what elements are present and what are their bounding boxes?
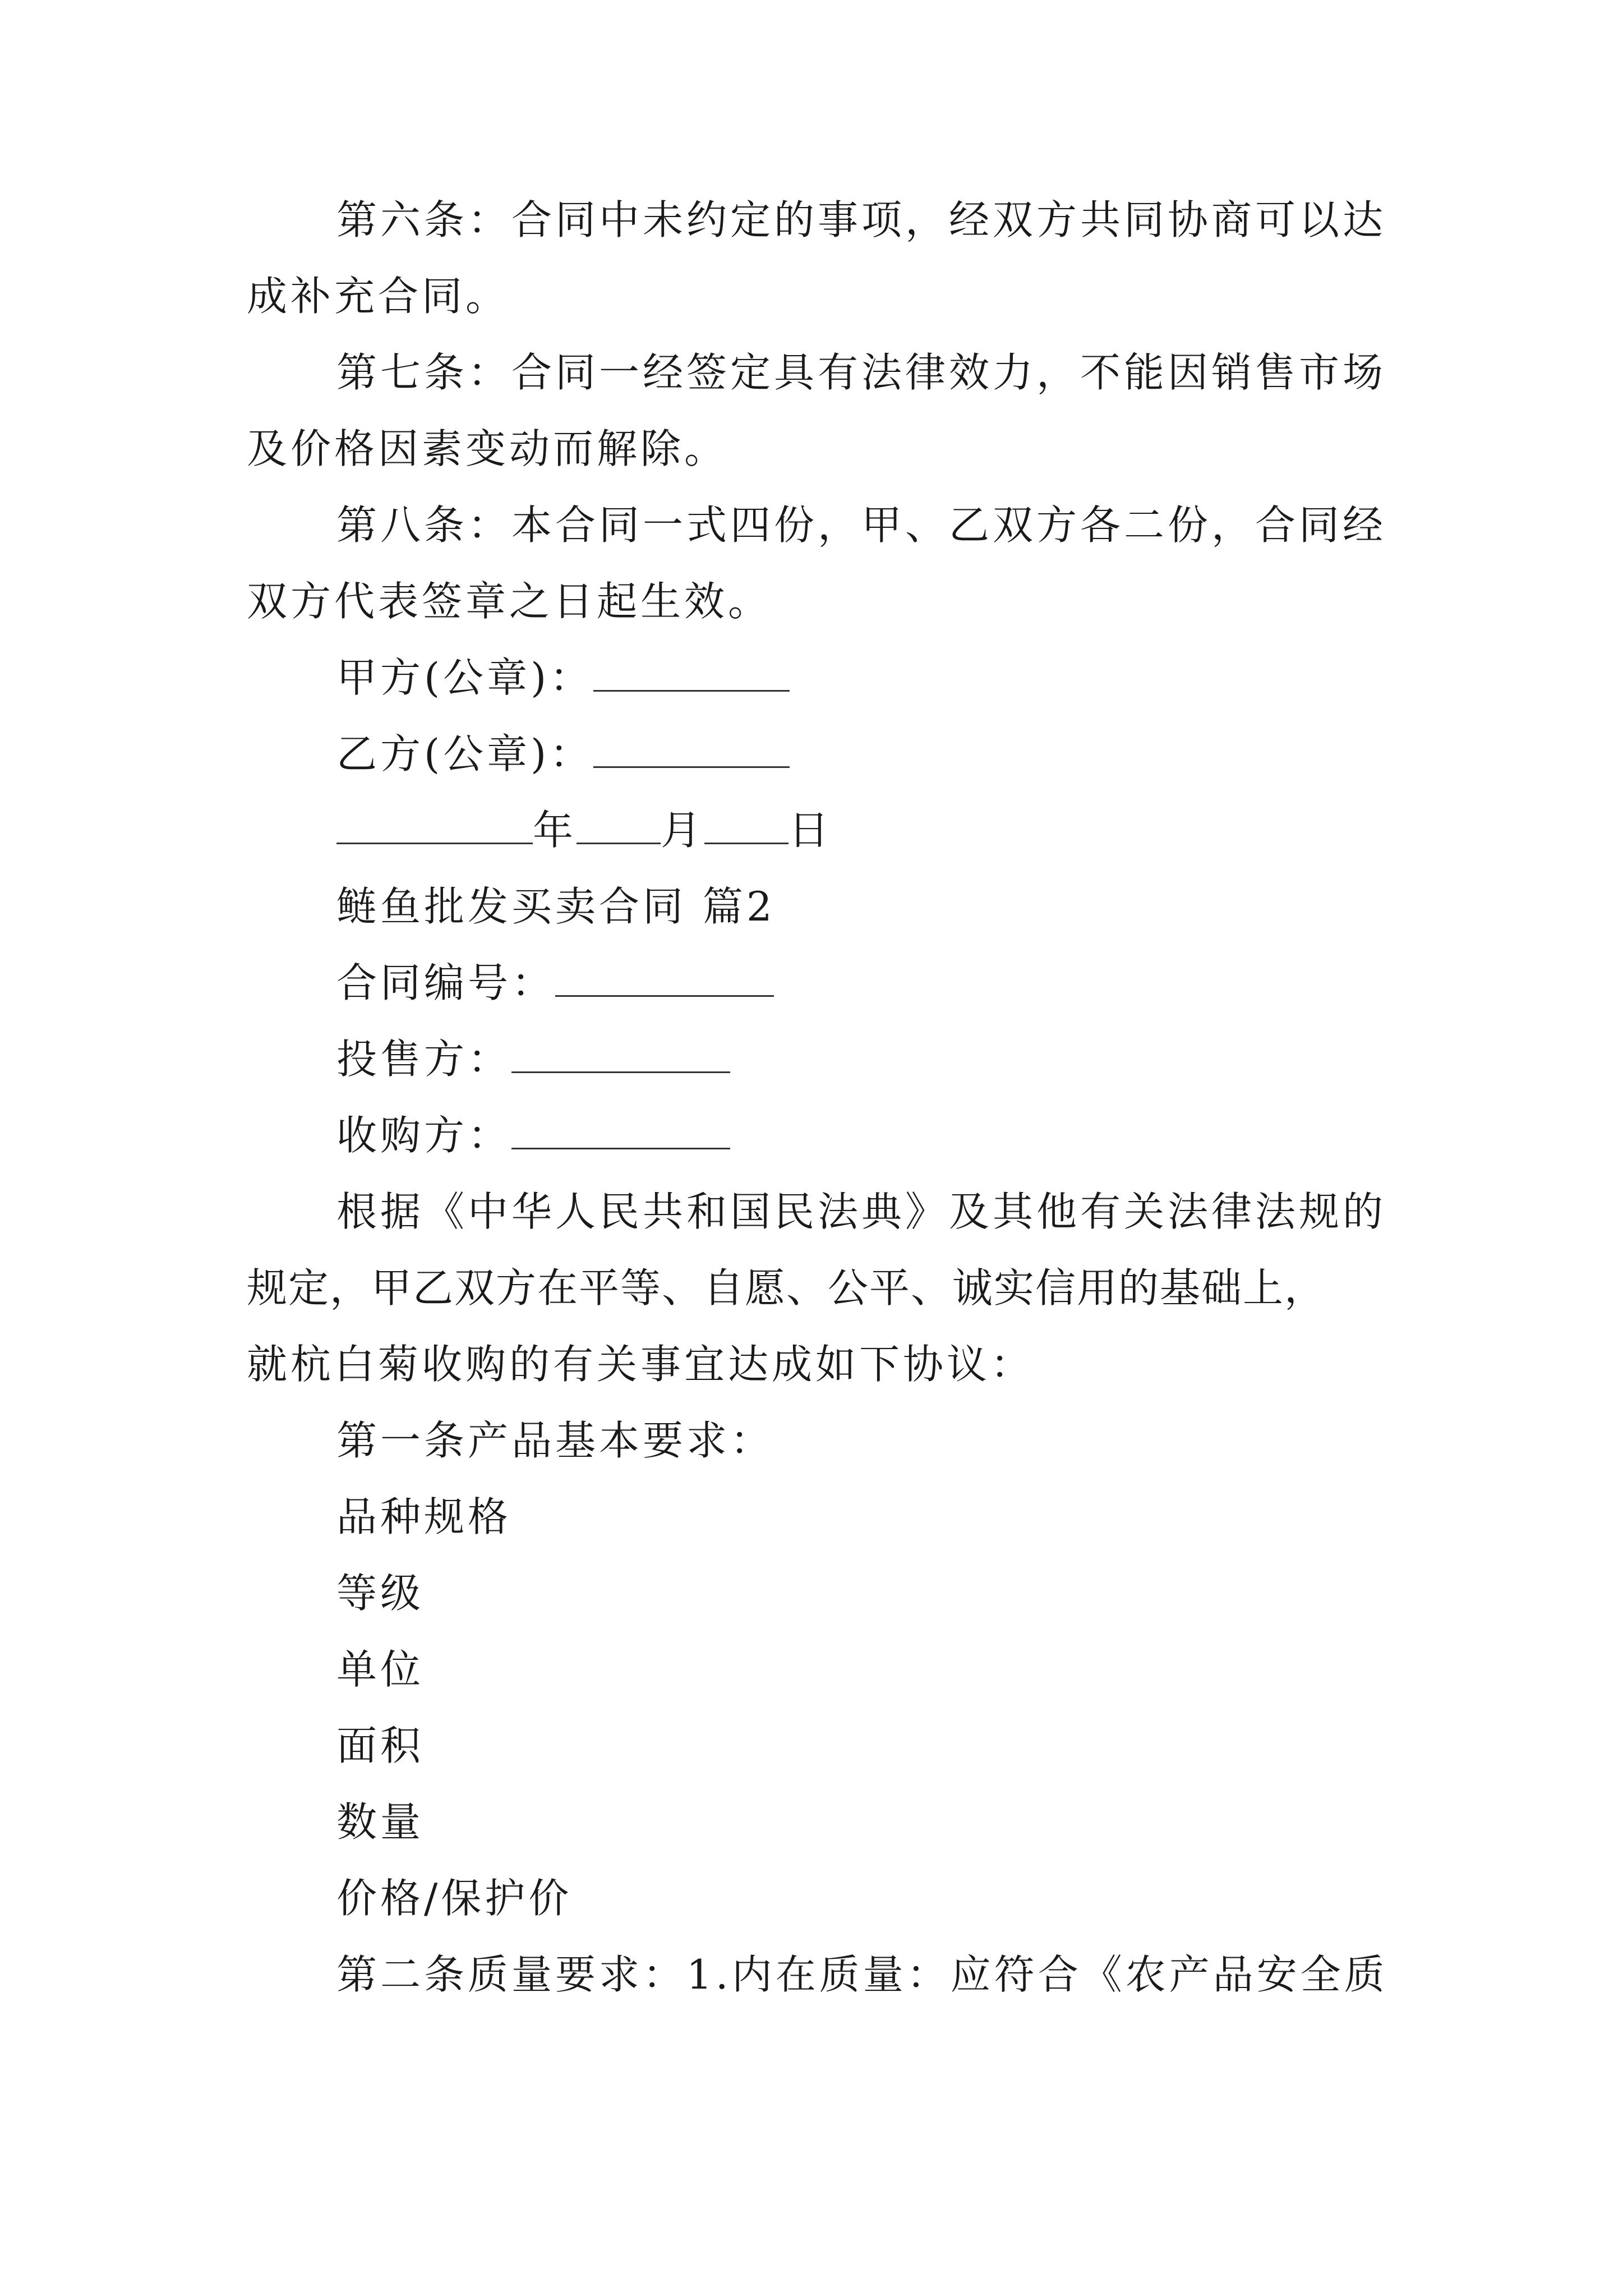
clause1-item: 数量 (336, 1798, 425, 1846)
year-blank (336, 810, 533, 844)
clause1-item: 品种规格 (336, 1493, 512, 1540)
party-b-label: 乙方(公章)： (336, 730, 594, 777)
clause1-item: 面积 (336, 1722, 425, 1769)
date-year-label: 年 (533, 807, 577, 854)
clause1-item: 等级 (336, 1570, 425, 1617)
intro-line1: 根据《中华人民共和国民法典》及其他有关法律法规的 (336, 1188, 1387, 1235)
clause2-line1: 第二条质量要求：1.内在质量：应符合《农产品安全质 (336, 1951, 1388, 1998)
contract-no-blank (555, 963, 774, 997)
party-a-label: 甲方(公章)： (336, 654, 594, 701)
article8-line2: 双方代表签章之日起生效。 (247, 578, 772, 625)
intro-line2: 规定，甲乙双方在平等、自愿、公平、诚实信用的基础上， (247, 1264, 1326, 1312)
clause1-title: 第一条产品基本要求： (336, 1417, 774, 1464)
intro-line3: 就杭白菊收购的有关事宜达成如下协议： (247, 1341, 1035, 1388)
article7-line2: 及价格因素变动而解除。 (247, 425, 728, 472)
day-blank (704, 810, 789, 844)
contract-no-label: 合同编号： (336, 959, 556, 1006)
month-blank (577, 810, 661, 844)
party-b-blank (593, 734, 790, 768)
date-line (336, 803, 832, 857)
party-b-signature-line (336, 727, 790, 781)
article6-line2: 成补充合同。 (247, 273, 510, 320)
buyer-blank (511, 1115, 730, 1149)
buyer-label: 收购方： (336, 1112, 512, 1159)
party-a-blank (593, 657, 790, 692)
date-day-label: 日 (789, 807, 833, 854)
clause1-item: 价格/保护价 (336, 1875, 573, 1922)
seller-line (336, 1032, 730, 1086)
clause1-item: 单位 (336, 1646, 425, 1693)
article8-line1: 第八条：本合同一式四份，甲、乙双方各二份，合同经 (336, 501, 1387, 549)
contract-number-line (336, 956, 774, 1010)
article6-line1: 第六条：合同中未约定的事项，经双方共同协商可以达 (336, 196, 1387, 243)
section2-title: 鲢鱼批发买卖合同 篇2 (336, 883, 776, 930)
article7-line1: 第七条：合同一经签定具有法律效力，不能因销售市场 (336, 349, 1387, 396)
seller-blank (511, 1039, 730, 1073)
party-a-signature-line (336, 651, 790, 705)
seller-label: 投售方： (336, 1036, 512, 1083)
date-month-label: 月 (661, 807, 705, 854)
buyer-line (336, 1108, 730, 1162)
